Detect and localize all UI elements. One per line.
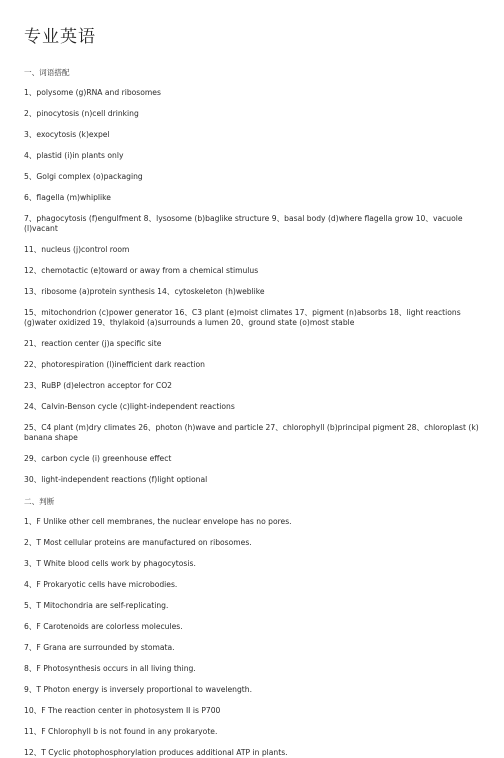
list-item: 1、F Unlike other cell membranes, the nuclear envelope has no pores. <box>24 517 292 526</box>
list-item: 3、exocytosis (k)expel <box>24 130 110 139</box>
list-item: 11、F Chlorophyll b is not found in any prokaryote. <box>24 727 218 736</box>
list-item: 1、polysome (g)RNA and ribosomes <box>24 88 161 97</box>
list-item: 6、F Carotenoids are colorless molecules. <box>24 622 183 631</box>
list-item: 12、T Cyclic photophosphorylation produces additional ATP in plants. <box>24 748 288 757</box>
list-item: 4、F Prokaryotic cells have microbodies. <box>24 580 178 589</box>
section-heading-true-false: 二、判断 <box>24 497 55 506</box>
page-title: 专业英语 <box>24 27 96 47</box>
list-item: 24、Calvin-Benson cycle (c)light-independent reactions <box>24 402 235 411</box>
list-item: 12、chemotactic (e)toward or away from a chemical stimulus <box>24 266 259 275</box>
list-item: 6、flagella (m)whiplike <box>24 193 111 202</box>
list-item: 7、phagocytosis (f)engulfment 8、lysosome (b)baglike structure 9、basal body (d)where flagella grow 10、vacuole (l)vacant <box>24 214 463 233</box>
list-item: 7、F Grana are surrounded by stomata. <box>24 643 175 652</box>
list-item: 5、T Mitochondria are self-replicating. <box>24 601 169 610</box>
list-item: 8、F Photosynthesis occurs in all living thing. <box>24 664 196 673</box>
list-item: 30、light-independent reactions (f)light optional <box>24 475 208 484</box>
list-item: 4、plastid (i)in plants only <box>24 151 124 160</box>
list-item: 11、nucleus (j)control room <box>24 245 130 254</box>
list-item: 21、reaction center (j)a specific site <box>24 339 162 348</box>
list-item: 9、T Photon energy is inversely proportional to wavelength. <box>24 685 252 694</box>
list-item: 22、photorespiration (l)inefficient dark reaction <box>24 360 205 369</box>
list-item: 29、carbon cycle (i) greenhouse effect <box>24 454 172 463</box>
list-item: 3、T White blood cells work by phagocytosis. <box>24 559 196 568</box>
list-item: 2、T Most cellular proteins are manufactured on ribosomes. <box>24 538 252 547</box>
list-item: 13、ribosome (a)protein synthesis 14、cytoskeleton (h)weblike <box>24 287 265 296</box>
list-item: 5、Golgi complex (o)packaging <box>24 172 143 181</box>
section-heading-matching: 一、词语搭配 <box>24 68 70 77</box>
list-item: 10、F The reaction center in photosystem II is P700 <box>24 706 221 715</box>
list-item: 15、mitochondrion (c)power generator 16、C3 plant (e)moist climates 17、pigment (n)absorbs 18、light reactions (g)water oxidized 19、thylakoid (a)surrounds a lumen 20、ground state (o)most stable <box>24 308 461 327</box>
list-item: 23、RuBP (d)electron acceptor for CO2 <box>24 381 173 390</box>
list-item: 2、pinocytosis (n)cell drinking <box>24 109 139 118</box>
list-item: 25、C4 plant (m)dry climates 26、photon (h)wave and particle 27、chlorophyll (b)principal pigment 28、chloroplast (k) banana shape <box>24 423 479 442</box>
